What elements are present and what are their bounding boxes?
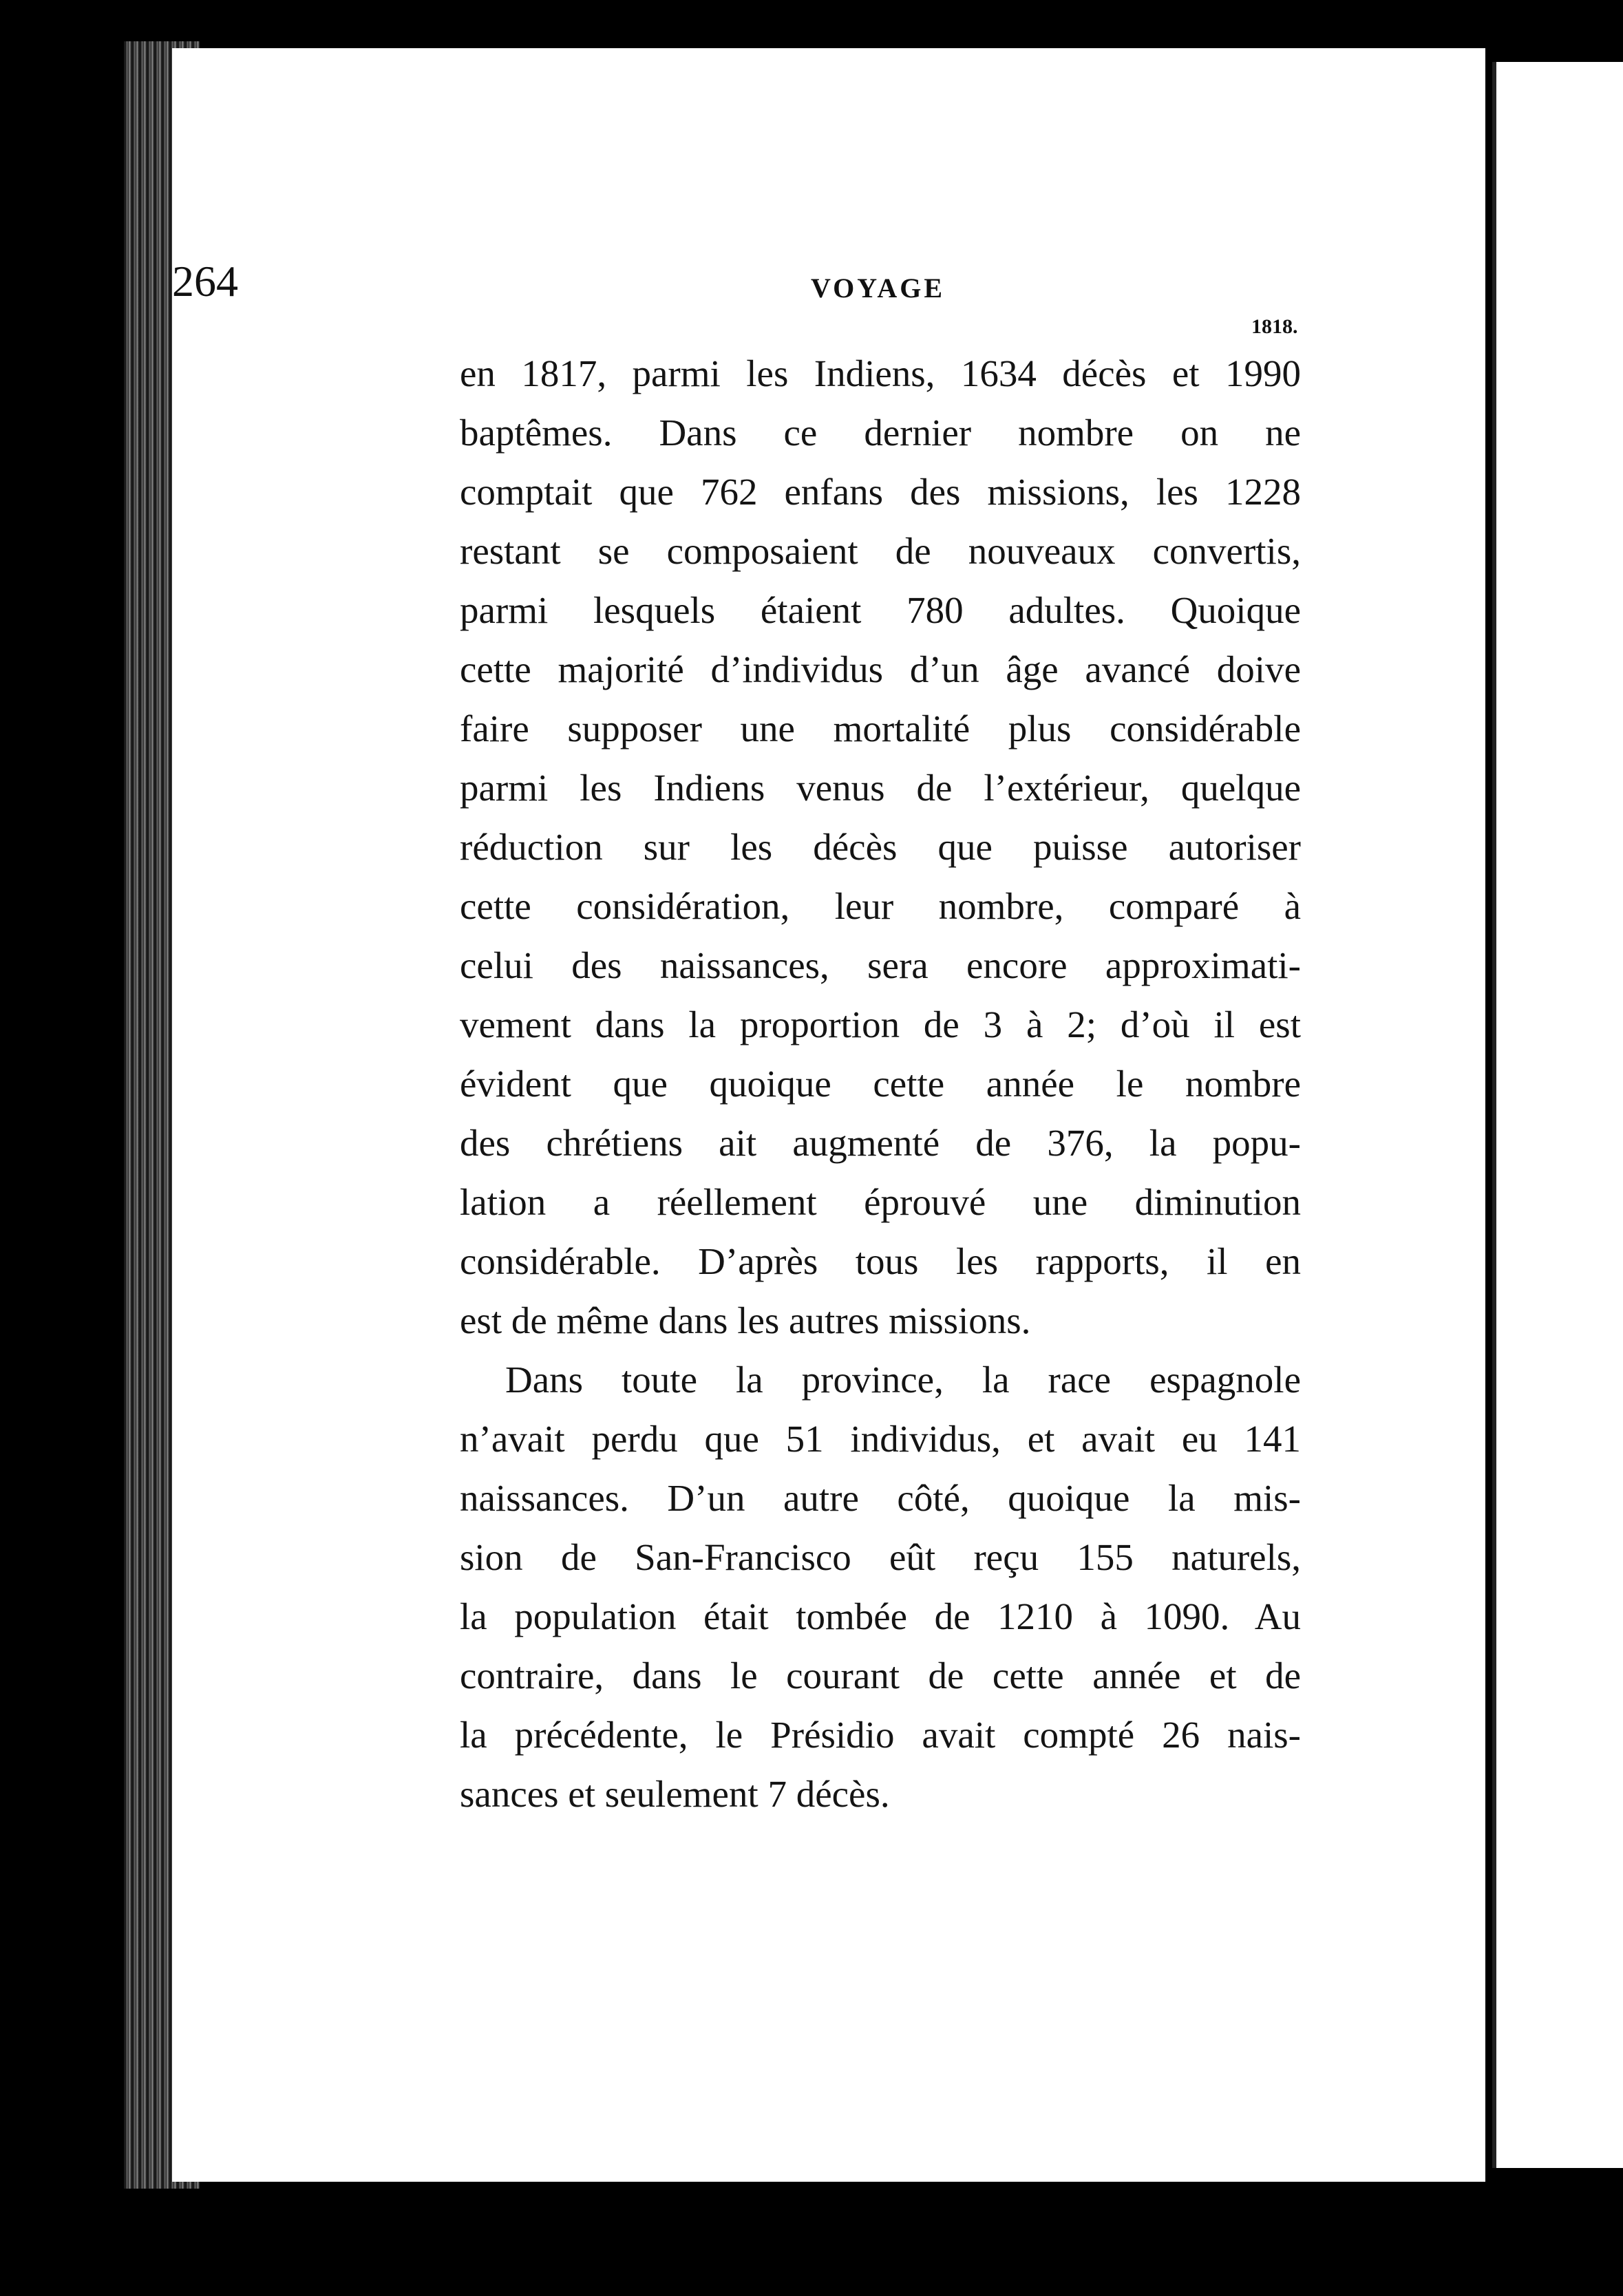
text-line: cette majorité d’individus d’un âge avancé doive: [460, 648, 1301, 690]
text-line: naissances. D’un autre côté, quoique la mis-: [460, 1477, 1301, 1519]
text-line: parmi lesquels étaient 780 adultes. Quoique: [460, 589, 1301, 631]
running-title: VOYAGE: [811, 273, 946, 304]
text-line: vement dans la proportion de 3 à 2; d’où il est: [460, 1003, 1301, 1045]
text-line: la précédente, le Présidio avait compté 26 nais-: [460, 1714, 1301, 1756]
text-line: sances et seulement 7 décès.: [460, 1773, 890, 1815]
text-line: réduction sur les décès que puisse autoriser: [460, 826, 1301, 868]
facing-page-edge: [1492, 62, 1623, 2168]
paragraph-2: [460, 1350, 1301, 1824]
text-line: considérable. D’après tous les rapports, il en: [460, 1240, 1301, 1282]
text-line: sion de San-Francisco eût reçu 155 naturels,: [460, 1536, 1301, 1578]
text-line: des chrétiens ait augmenté de 376, la popu-: [460, 1122, 1301, 1164]
text-line: la population était tombée de 1210 à 1090. Au: [460, 1595, 1301, 1637]
text-line: baptêmes. Dans ce dernier nombre on ne: [460, 412, 1301, 454]
text-line: lation a réellement éprouvé une diminution: [460, 1181, 1301, 1223]
text-line: parmi les Indiens venus de l’extérieur, quelque: [460, 767, 1301, 809]
text-line: contraire, dans le courant de cette année et de: [460, 1655, 1301, 1697]
text-line: celui des naissances, sera encore approximati-: [460, 944, 1301, 986]
text-line: comptait que 762 enfans des missions, les 1228: [460, 471, 1301, 513]
text-line: faire supposer une mortalité plus considérable: [460, 708, 1301, 750]
body-text: [460, 344, 1301, 1824]
text-line: restant se composaient de nouveaux convertis,: [460, 530, 1301, 572]
text-line: évident que quoique cette année le nombre: [460, 1063, 1301, 1105]
page-number: 264: [172, 257, 238, 306]
text-line: Dans toute la province, la race espagnole: [505, 1359, 1301, 1401]
text-line: cette considération, leur nombre, comparé à: [460, 885, 1301, 927]
text-line: en 1817, parmi les Indiens, 1634 décès et 1990: [460, 352, 1301, 394]
paragraph-1: [460, 344, 1301, 1350]
margin-year: 1818.: [1251, 315, 1298, 338]
text-line: n’avait perdu que 51 individus, et avait eu 141: [460, 1418, 1301, 1460]
text-line: est de même dans les autres missions.: [460, 1299, 1031, 1341]
